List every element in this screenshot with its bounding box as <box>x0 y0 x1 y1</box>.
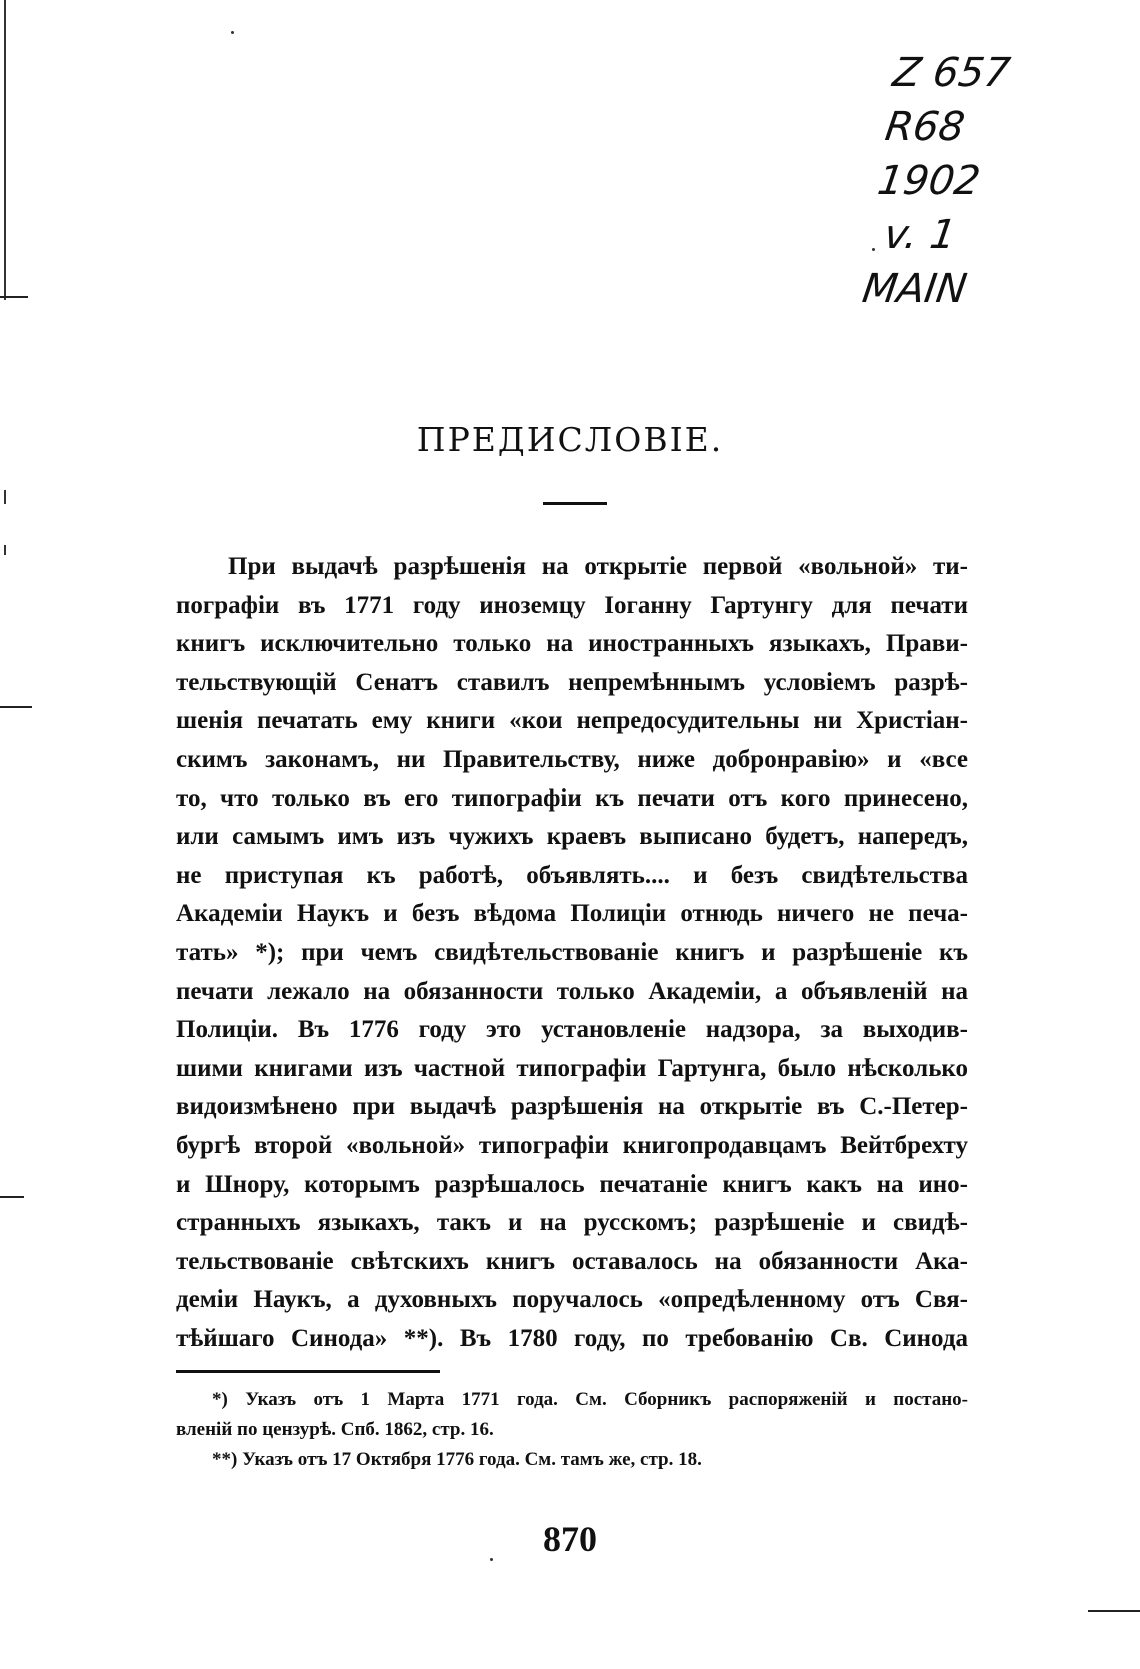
call-number-line: 1902 <box>874 158 984 204</box>
call-number-line: MAIN <box>859 266 970 312</box>
text-line: странныхъ языкахъ, такъ и на русскомъ; разрѣшеніе и свидѣ- <box>176 1209 968 1237</box>
text-line: пографіи въ 1771 году иноземцу Іоганну Гартунгу для печати <box>176 591 968 619</box>
heading-rule <box>543 502 607 505</box>
footnotes <box>176 1385 968 1475</box>
text-line: бургѣ второй «вольной» типографіи книгопродавцамъ Вейтбрехту <box>176 1131 968 1159</box>
handwritten-call-number <box>859 46 1097 316</box>
text-line: Академіи Наукъ и безъ вѣдома Полиціи отнюдь ничего не печа- <box>176 900 968 928</box>
footnote-1-continued: вленій по цензурѣ. Спб. 1862, стр. 16. <box>176 1419 494 1440</box>
scan-speck <box>231 31 234 34</box>
text-line: Полиціи. Въ 1776 году это установленіе надзора, за выходив- <box>176 1016 968 1044</box>
text-line: тать» *); при чемъ свидѣтельствованіе книгъ и разрѣшеніе къ <box>176 938 968 966</box>
text-line: деміи Наукъ, а духовныхъ поручалось «опредѣленному отъ Свя- <box>176 1286 968 1314</box>
text-line: печати лежало на обязанности только Академіи, а объявленій на <box>176 977 968 1005</box>
text-line: шенія печатать ему книги «кои непредосудительны ни Христіан- <box>176 707 968 735</box>
scan-edge-mark <box>0 706 32 708</box>
footnote-rule <box>176 1370 440 1373</box>
footnote-2: **) Указъ отъ 17 Октября 1776 года. См. тамъ же, стр. 18. <box>212 1449 702 1470</box>
footnote-1: *) Указъ отъ 1 Марта 1771 года. См. Сборникъ распоряженій и постано- <box>212 1389 968 1410</box>
scan-edge-mark <box>0 296 28 298</box>
scan-edge-line <box>4 0 6 300</box>
scan-edge-line <box>4 490 6 504</box>
text-line: видоизмѣнено при выдачѣ разрѣшенія на открытіе въ С.-Петер- <box>176 1093 968 1121</box>
call-number-line: R68 <box>882 104 968 150</box>
body-paragraph <box>176 548 968 1358</box>
text-line: При выдачѣ разрѣшенія на открытіе первой «вольной» ти- <box>228 553 968 580</box>
call-number-line: Z 657 <box>889 50 1013 96</box>
text-line: тельствованіе свѣтскихъ книгъ оставалось на обязанности Ака- <box>176 1247 968 1275</box>
page-heading: ПРЕДИСЛОВІЕ. <box>416 420 724 459</box>
text-line: тѣйшаго Синода» **). Въ 1780 году, по требованію Св. Синода <box>176 1324 968 1352</box>
text-line: книгъ исключительно только на иностранныхъ языкахъ, Прави- <box>176 630 968 658</box>
scan-edge-mark <box>0 1196 24 1198</box>
text-line: тельствующій Сенатъ ставилъ непремѣннымъ условіемъ разрѣ- <box>176 668 968 696</box>
text-line: скимъ законамъ, ни Правительству, ниже добронравію» и «все <box>176 745 968 773</box>
text-line: или самымъ имъ изъ чужихъ краевъ выписано будетъ, напередъ, <box>176 823 968 851</box>
scan-edge-mark <box>1088 1610 1140 1612</box>
text-line: не приступая къ работѣ, объявлять.... и безъ свидѣтельства <box>176 861 968 889</box>
call-number-line: v. 1 <box>881 212 959 258</box>
text-line: и Шнору, которымъ разрѣшалось печатаніе книгъ какъ на ино- <box>176 1170 968 1198</box>
scan-edge-line <box>4 545 6 555</box>
page-number: 870 <box>543 1519 597 1559</box>
text-line: шими книгами изъ частной типографіи Гартунга, было нѣсколько <box>176 1054 968 1082</box>
text-line: то, что только въ его типографіи къ печати отъ кого принесено, <box>176 784 968 812</box>
